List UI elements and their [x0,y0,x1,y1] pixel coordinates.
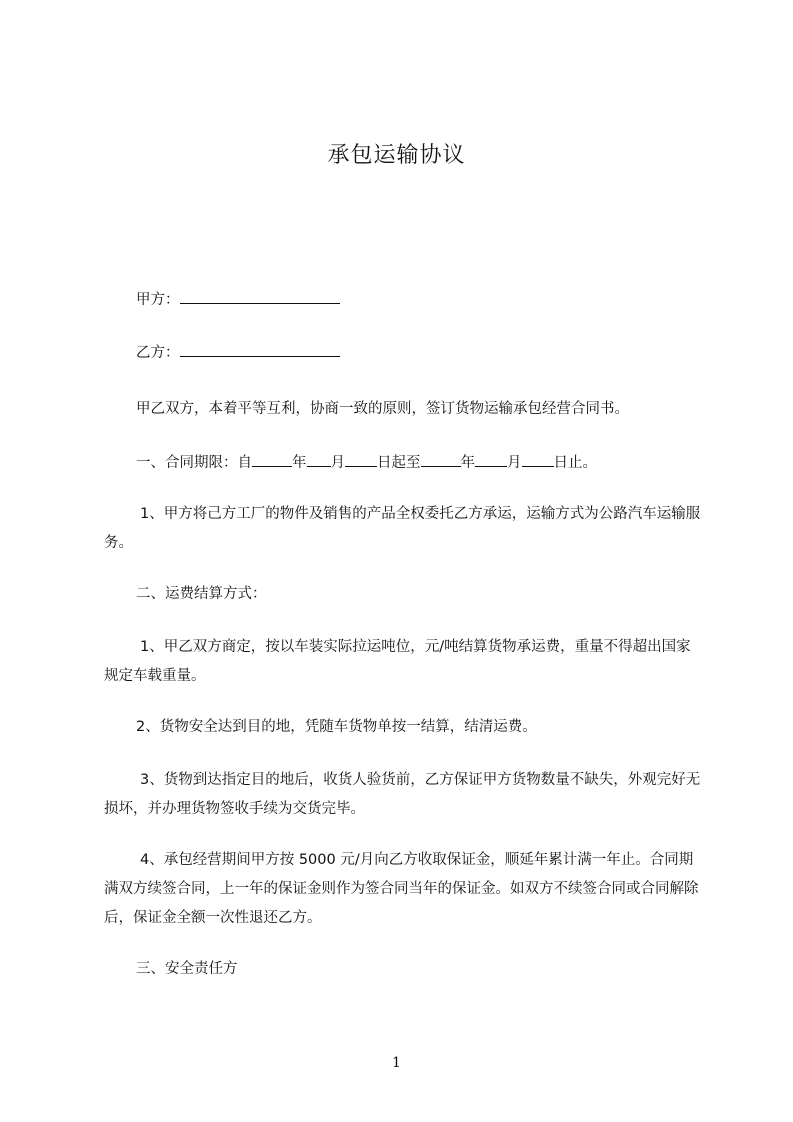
section-3-heading: 三、安全责任方 [136,961,238,977]
page-number: 1 [392,1055,401,1071]
party-b-blank [180,342,340,357]
party-b-label: 乙方： [136,345,180,361]
intro-paragraph: 甲乙双方，本着平等互利，协商一致的原则，签订货物运输承包经营合同书。 [136,401,629,417]
party-a-label: 甲方： [136,292,180,308]
term-prefix: 一、合同期限：自 [136,455,252,471]
clause-2-2: 2、货物安全达到目的地，凭随车货物单按一结算，结清运费。 [136,719,537,735]
clause-1-1: 1、甲方将己方工厂的物件及销售的产品全权委托乙方承运，运输方式为公路汽车运输服务。 [104,506,701,551]
party-b-line [104,339,704,368]
term-day2-end: 日止。 [553,455,597,471]
start-day-blank [345,452,377,467]
clause-2-4: 4、承包经营期间甲方按 5000 元/月向乙方收取保证金，顺延年累计满一年止。合同期满双方续签合同，上一年的保证金则作为签合同当年的保证金。如双方不续签合同或合同解除后，保证金全额一次性退还乙方。 [104,852,699,926]
party-a-blank [180,289,340,304]
term-month1: 月 [330,455,345,471]
clause-2-1: 1、甲乙双方商定，按以车装实际拉运吨位，元/吨结算货物承运费，重量不得超出国家规定车载重量。 [104,639,691,684]
clause-2-3: 3、货物到达指定目的地后，收货人验货前，乙方保证甲方货物数量不缺失，外观完好无损坏，并办理货物签收手续为交货完毕。 [104,772,701,817]
section-2-heading: 二、运费结算方式： [136,586,267,602]
party-a-line [104,286,704,315]
term-day1-until: 日起至 [377,455,421,471]
end-day-blank [522,452,554,467]
end-month-blank [475,452,507,467]
term-month2: 月 [507,455,522,471]
term-year1: 年 [292,455,307,471]
term-line [104,449,704,478]
start-year-blank [252,452,292,467]
document-title: 承包运输协议 [327,143,466,168]
end-year-blank [421,452,461,467]
start-month-blank [307,452,331,467]
term-year2: 年 [460,455,475,471]
